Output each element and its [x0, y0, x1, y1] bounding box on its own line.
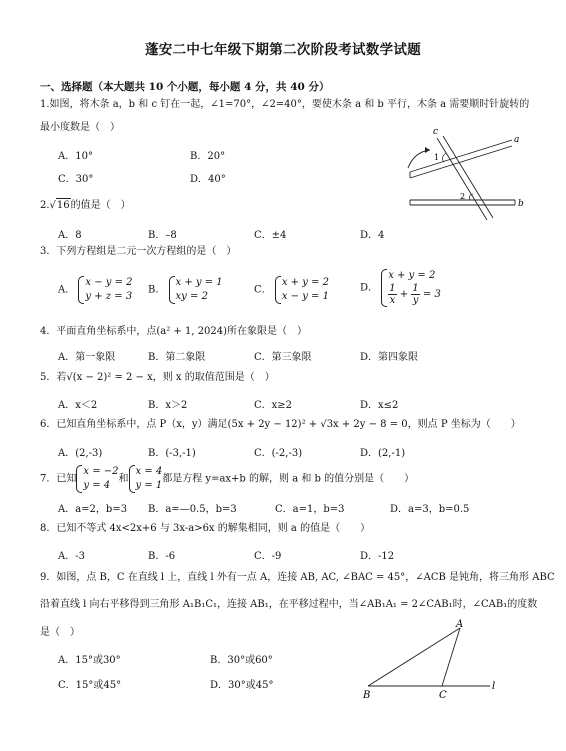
label-B: B — [363, 690, 371, 701]
q3-option-c: C． x + y = 2 x − y = 1 — [254, 277, 329, 302]
q2-option-d: D．4 — [360, 230, 385, 241]
label-a: a — [514, 135, 520, 145]
q9-stem-line1: 9．如图，点 B，C 在直线 l 上，直线 l 外有一点 A，连接 AB, AC, ∠BAC = 45°，∠ACB 是钝角，将三角形 ABC — [40, 572, 555, 583]
q9-option-c: C．15°或45° — [58, 680, 122, 691]
q7-option-d: D．a=3，b=0.5 — [390, 504, 470, 515]
q3-option-d: D． x + y = 2 $\frac{1}{x}$ + $\frac{1}{y}$ = 3 — [360, 270, 441, 306]
q1-option-a: A．10° — [58, 151, 93, 162]
page-title: 蓬安二中七年级下期第二次阶段考试数学试题 — [145, 42, 421, 58]
q3-option-b: B． x + y = 1 xy = 2 — [148, 277, 223, 302]
strip-a-edge — [410, 140, 512, 172]
q6-option-c: C．(-2,-3) — [254, 448, 303, 459]
segment-ab — [368, 628, 460, 686]
label-C: C — [439, 690, 447, 701]
q1-option-c: C．30° — [58, 174, 94, 185]
label-angle-2: 2 — [460, 192, 466, 201]
q8-stem: 8．已知不等式 4x<2x+6 与 3x-a>6x 的解集相同，则 a 的值是（ ） — [40, 523, 371, 534]
q9-figure — [360, 618, 510, 702]
q9-option-d: D．30°或45° — [210, 680, 274, 691]
q5-option-a: A．x＜2 — [58, 400, 98, 411]
q4-option-d: D．第四象限 — [360, 352, 419, 363]
label-b: b — [518, 199, 524, 209]
q7-stem: 7．已知 x = −2 y = 4 和 x = 4 y = 1 都是方程 y=ax+b 的解，则 a 和 b 的值分别是（ ） — [40, 466, 415, 491]
q1-option-b: B．20° — [190, 151, 226, 162]
q2-option-a: A．8 — [58, 230, 82, 241]
q8-option-a: A．-3 — [58, 551, 85, 562]
q1-option-d: D．40° — [190, 174, 226, 185]
q1-stem-line2: 最小度数是（ ） — [40, 122, 120, 133]
q9-option-a: A．15°或30° — [58, 655, 121, 666]
q6-stem: 6．已知直角坐标系中，点 P（x，y）满足(5x + 2y − 12)² + √3x + 2y − 8 = 0，则点 P 坐标为（ ） — [40, 419, 521, 430]
q4-option-c: C．第三象限 — [254, 352, 312, 363]
q5-option-b: B．x＞2 — [148, 400, 188, 411]
q8-option-c: C．-9 — [254, 551, 282, 562]
q1-figure — [400, 128, 530, 224]
q5-option-d: D．x≤2 — [360, 400, 399, 411]
q3-option-a: A． x − y = 2 y + z = 3 — [58, 277, 133, 302]
q4-stem: 4．平面直角坐标系中，点(a² + 1, 2024)所在象限是（ ） — [40, 326, 308, 337]
label-angle-1: 1 — [434, 153, 440, 162]
q2-option-b: B．–8 — [148, 230, 177, 241]
section-heading: 一、选择题（本大题共 10 个小题，每小题 4 分，共 40 分） — [40, 81, 330, 93]
q9-stem-line3: 是（ ） — [40, 627, 80, 638]
q9-option-b: B．30°或60° — [210, 655, 273, 666]
q5-stem: 5．若√(x − 2)² = 2 − x，则 x 的取值范围是（ ） — [40, 372, 275, 383]
q1-stem-line1: 1.如图，将木条 a，b 和 c 钉在一起，∠1=70°，∠2=40°，要使木条 a 和 b 平行，木条 a 需要顺时针旋转的 — [40, 99, 530, 110]
q6-option-d: D．(2,-1) — [360, 448, 406, 459]
label-c: c — [433, 128, 439, 137]
label-A: A — [456, 619, 464, 630]
q9-stem-line2: 沿着直线 l 向右平移得到三角形 A₁B₁C₁，连接 AB₁，在平移过程中，当∠AB₁A₁ = 2∠CAB₁时，∠CAB₁的度数 — [40, 599, 538, 610]
q8-option-d: D．-12 — [360, 551, 395, 562]
q3-stem: 3．下列方程组是二元一次方程组的是（ ） — [40, 246, 237, 257]
q2-option-c: C．±4 — [254, 230, 287, 241]
rotation-arrow-icon — [408, 150, 430, 168]
q7-option-c: C．a=1，b=3 — [275, 504, 345, 515]
q4-option-b: B．第二象限 — [148, 352, 206, 363]
q6-option-a: A．(2,-3) — [58, 448, 103, 459]
q5-option-c: C．x≥2 — [254, 400, 293, 411]
q4-option-a: A．第一象限 — [58, 352, 116, 363]
q6-option-b: B．(-3,-1) — [148, 448, 196, 459]
q7-option-a: A．a=2，b=3 — [58, 504, 128, 515]
q8-option-b: B．-6 — [148, 551, 176, 562]
label-l: l — [492, 681, 496, 692]
q2-radicand: 16 — [56, 200, 70, 211]
segment-ac — [442, 628, 460, 686]
q7-option-b: B．a=—0.5，b=3 — [148, 504, 237, 515]
q2-stem: 2.√16的值是（ ） — [40, 200, 131, 211]
